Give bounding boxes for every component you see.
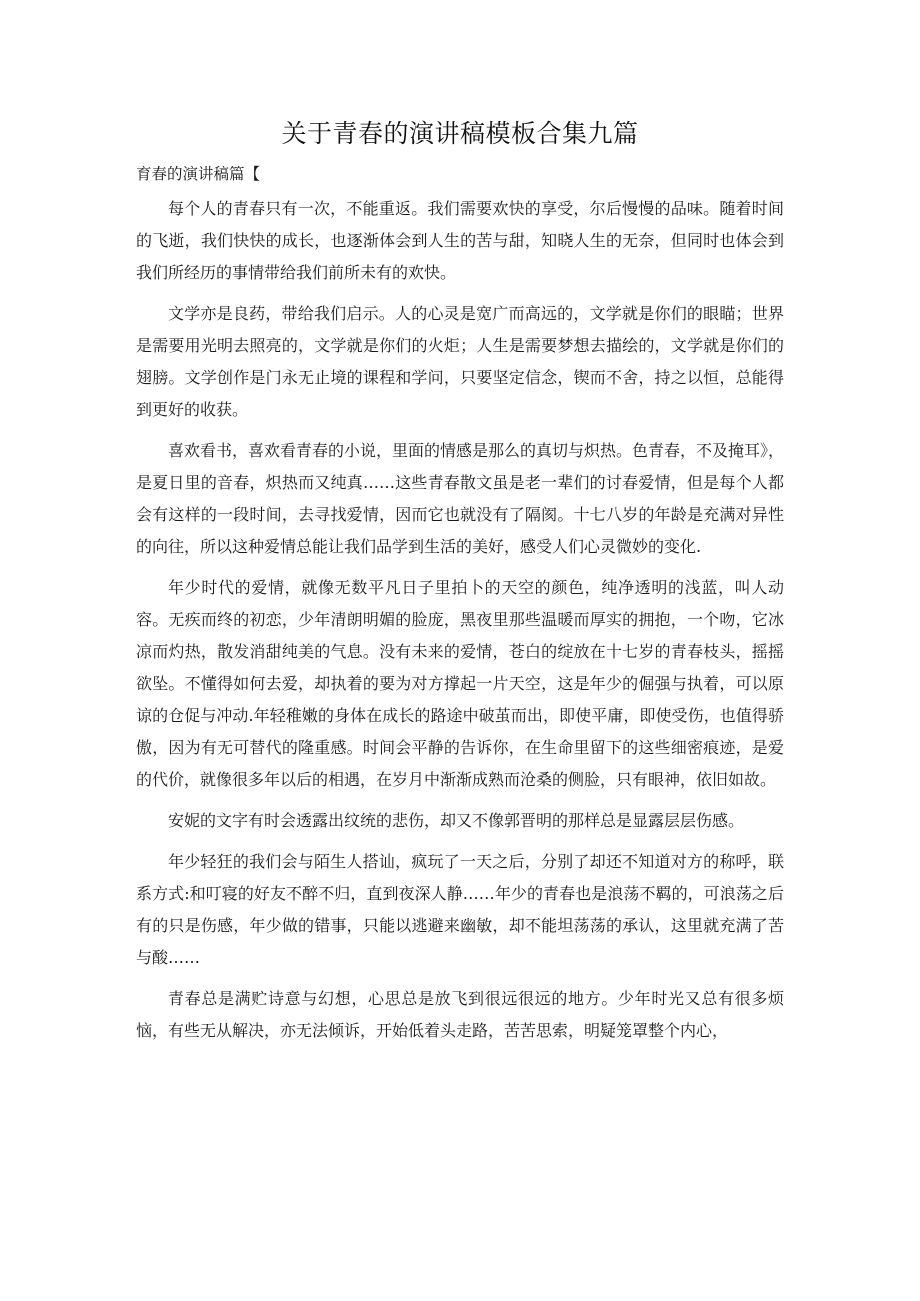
paragraph: 年少轻狂的我们会与陌生人搭讪，疯玩了一天之后，分别了却还不知道对方的称呼，联系方式:和叮寝的好友不醉不归，直到夜深人静……年少的青春也是浪荡不羁的，可浪荡之后有的只是伤感，年少做的错事，只能以逃避来幽敏，却不能坦荡荡的承认，这里就充满了苦与酸…… bbox=[136, 852, 784, 967]
paragraph: 青春总是满贮诗意与幻想，心思总是放飞到很远很远的地方。少年时光又总有很多烦恼，有些无从解决，亦无法倾诉，开始低着头走路，苦苦思索，明疑笼罩整个内心， bbox=[136, 989, 784, 1040]
paragraph: 每个人的青春只有一次，不能重返。我们需要欢快的享受，尔后慢慢的品味。随着时间的飞逝，我们快快的成长，也逐渐体会到人生的苦与甜，知晓人生的无奈，但同时也体会到我们所经历的事情带给我们前所未有的欢快。 bbox=[136, 199, 784, 282]
paragraph: 文学亦是良药，带给我们启示。人的心灵是宽广而高远的，文学就是你们的眼瞄；世界是需要用光明去照亮的，文学就是你们的火炬；人生是需要梦想去描绘的，文学就是你们的翅膀。文学创作是门永无止境的课程和学问，只要坚定信念，锲而不舍，持之以恒，总能得到更好的收获。 bbox=[136, 304, 784, 419]
paragraph: 年少时代的爱情，就像无数平凡日子里拍卜的天空的颜色，纯净透明的浅蓝，叫人动容。无疾而终的初恋，少年清朗明媚的脸庞，黑夜里那些温暖而厚实的拥抱，一个吻，它冰凉而灼热，散发消甜纯美的气息。没有未来的爱情，苍白的绽放在十七岁的青春枝头，摇摇欲坠。不懂得如何去爱，却执着的要为对方撑起一片天空，这是年少的倔强与执着，可以原谅的仓促与冲动.年轻稚嫩的身体在成长的路途中破茧而出，即使平庸，即使受伤，也值得骄傲，因为有无可替代的隆重感。时间会平静的告诉你，在生命里留下的这些细密痕迹，是爱的代价，就像很多年以后的相遇，在岁月中渐渐成熟而沧桑的侧脸，只有眼神，依旧如故。 bbox=[136, 578, 784, 789]
document-title: 关于青春的演讲稿模板合集九篇 bbox=[281, 119, 639, 148]
paragraph: 喜欢看书，喜欢看青春的小说，里面的情感是那么的真切与炽热。色青春，不及掩耳》，是夏日里的音春，炽热而又纯真……这些青春散文虽是老一辈们的讨春爱情，但是每个人都会有这样的一段时间，去寻找爱情，因而它也就没有了隔阂。十七八岁的年龄是充满对异性的向往，所以这种爱情总能让我们品学到生活的美好，感受人们心灵微妙的变化. bbox=[136, 441, 785, 556]
document-body bbox=[136, 193, 784, 1056]
section-heading: 育春的演讲稿篇【 bbox=[136, 165, 261, 183]
paragraph: 安妮的文字有时会透露出纹统的悲伤，却又不像郭晋明的那样总是显露层层伤感。 bbox=[168, 811, 745, 830]
